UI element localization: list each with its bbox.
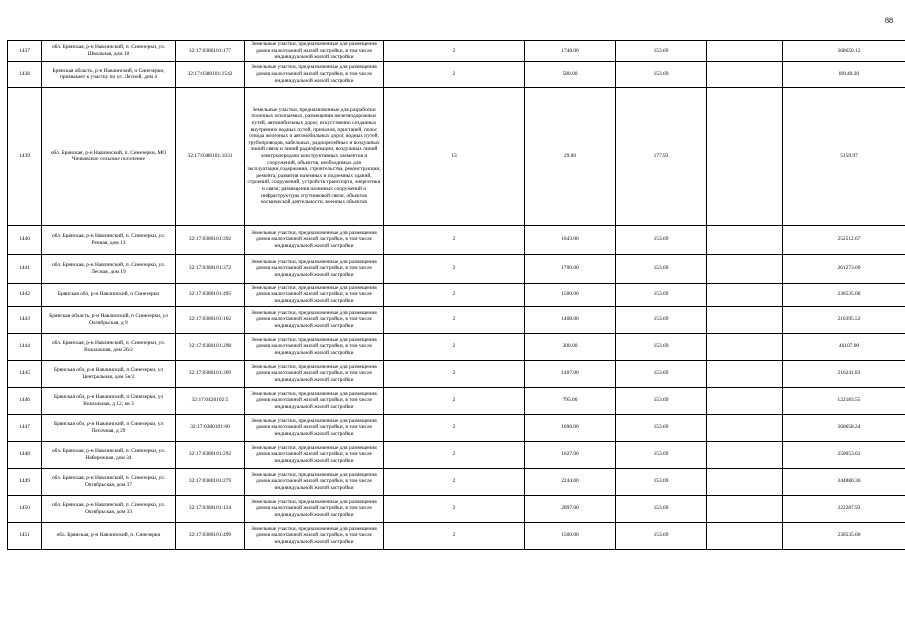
land-registry-table	[7, 40, 905, 550]
cell-number: 1441	[8, 254, 42, 283]
cell-area: 795.00	[525, 387, 616, 414]
cell-area: 2244.00	[525, 468, 616, 495]
cell-rate: 153.69	[616, 414, 707, 441]
cell-empty	[707, 495, 783, 522]
cell-cadastral-value: 230535.00	[783, 283, 905, 306]
cell-cadastral-number: 32:17:0380101:60	[176, 414, 245, 441]
cell-empty	[707, 41, 783, 62]
cell-cadastral-value: 230535.00	[783, 522, 905, 549]
table-row	[8, 61, 905, 87]
cell-number: 1437	[8, 41, 42, 62]
cell-area: 1500.00	[525, 283, 616, 306]
cell-cadastral-number: 32:17:0380101:102	[176, 306, 245, 333]
cell-address: обл. Брянская, р-н Навлинский, п. Синезерки, ул. Речная, дом 13	[42, 225, 176, 254]
cell-address: Брянская обл, р-н Навлинский, п Синезерки	[42, 283, 176, 306]
cell-area: 1407.00	[525, 360, 616, 387]
cell-number: 1447	[8, 414, 42, 441]
cell-address: обл. Брянская, р-н Навлинский, п. Синезерки, ул. Октябрьская, дом 33	[42, 495, 176, 522]
cell-rate: 153.69	[616, 333, 707, 360]
cell-number: 1451	[8, 522, 42, 549]
cell-cadastral-number: 32:17:0380101:499	[176, 522, 245, 549]
cell-address: Брянская обл, р-н Навлинский, п Синезерки, ул Центральная, дом 5н/2	[42, 360, 176, 387]
cell-address: Брянская область, р-н Навлинский, п Синезерки, примыкает к участку по ул. Лесной, дом 4	[42, 61, 176, 87]
cell-area: 1500.00	[525, 522, 616, 549]
cell-address: обл. Брянская, р-н Навлинский, п. Синезерки, ул. Вокзальная, дом 26/2	[42, 333, 176, 360]
cell-cadastral-number: 32:17:0380101:372	[176, 254, 245, 283]
cell-number: 1446	[8, 387, 42, 414]
cell-cadastral-number: 32:17:0380101:495	[176, 283, 245, 306]
table-row	[8, 468, 905, 495]
cell-cadastral-number: 32:17:0380101:298	[176, 333, 245, 360]
cell-rate: 153.69	[616, 468, 707, 495]
cell-empty	[707, 441, 783, 468]
cell-number: 1450	[8, 495, 42, 522]
cell-number: 1448	[8, 441, 42, 468]
cell-empty	[707, 306, 783, 333]
cell-area: 300.00	[525, 333, 616, 360]
cell-empty	[707, 333, 783, 360]
cell-cadastral-value: 268650.12	[783, 41, 905, 62]
cell-number: 1438	[8, 61, 42, 87]
cell-rate: 153.69	[616, 225, 707, 254]
cell-cadastral-number: 32:17:0380101:1031	[176, 87, 245, 225]
cell-area: 1627.00	[525, 441, 616, 468]
cell-cadastral-number: 32:17:0420102:5	[176, 387, 245, 414]
cell-category: 2	[384, 495, 525, 522]
cell-address: обл. Брянская, р-н Навлинский, п. Синезерки, ул. Школьная, дом 18	[42, 41, 176, 62]
cell-number: 1445	[8, 360, 42, 387]
cell-category: 13	[384, 87, 525, 225]
cell-cadastral-value: 344880.36	[783, 468, 905, 495]
cell-category: 2	[384, 414, 525, 441]
table-row	[8, 283, 905, 306]
cell-cadastral-value: 5159.97	[783, 87, 905, 225]
page-number: 88	[885, 16, 893, 25]
cell-address: обл. Брянская, р-н Навлинский, п. Синезерки	[42, 522, 176, 549]
cell-rate: 153.69	[616, 306, 707, 333]
cell-address: обл. Брянская, р-н Навлинский, п. Синезерки, ул. Набережная, дом 34	[42, 441, 176, 468]
cell-address: Брянская область, р-н Навлинский, п Синезерки, ул Октябрьская, д 9	[42, 306, 176, 333]
table-row	[8, 333, 905, 360]
table-row	[8, 225, 905, 254]
cell-empty	[707, 283, 783, 306]
cell-address: Брянская обл, р-н Навлинский, п Синезерки, ул Вокзальная, д 12, кв 3	[42, 387, 176, 414]
cell-permitted-use: Земельные участки, предназначенные для размещения домов малоэтажной жилой застройки, в том числе индивидуальной жилой застройки	[245, 495, 384, 522]
cell-empty	[707, 522, 783, 549]
cell-permitted-use: Земельные участки, предназначенные для разработки полезных ископаемых, размещения железнодорожных путей, автомобильных дорог, искусственно созданных внутренних водных путей, причалов, пристаней, полос отвода железных и автомобильных дорог, водных путей, трубопроводов, кабельных, радиорелейных и воздушных линий связи и линий радиофикации, воздушных линий электропередачи конструктивных элементов и сооружений, объектов, необходимых для эксплуатации,содержания, строительства, реконструкции, ремонта, развития наземных и подземных зданий, строений, сооружений, устройств транспорта, энергетики и связи; размещения наземных сооружений и инфраструктуры спутниковой связи, объектов космической деятельности, военных объектов	[245, 87, 384, 225]
table-row	[8, 522, 905, 549]
cell-category: 2	[384, 387, 525, 414]
cell-number: 1439	[8, 87, 42, 225]
table-row	[8, 306, 905, 333]
cell-rate: 153.69	[616, 441, 707, 468]
cell-rate: 153.69	[616, 522, 707, 549]
cell-rate: 153.69	[616, 387, 707, 414]
cell-address: обл. Брянская, р-н Навлинский, п. Синезерки, ул. Лесная, дом 19	[42, 254, 176, 283]
cell-empty	[707, 87, 783, 225]
table-row	[8, 495, 905, 522]
cell-number: 1440	[8, 225, 42, 254]
cell-cadastral-value: 250053.63	[783, 441, 905, 468]
table-row	[8, 360, 905, 387]
table-row	[8, 441, 905, 468]
cell-area: 1408.00	[525, 306, 616, 333]
cell-area: 1700.00	[525, 254, 616, 283]
cell-area: 1696.00	[525, 414, 616, 441]
cell-permitted-use: Земельные участки, предназначенные для размещения домов малоэтажной жилой застройки, в том числе индивидуальной жилой застройки	[245, 283, 384, 306]
cell-address: Брянская обл, р-н Навлинский, п Синезерки, ул Песочная, д 29	[42, 414, 176, 441]
cell-cadastral-value: 122183.55	[783, 387, 905, 414]
cell-cadastral-number: 32:17:0380101:134	[176, 495, 245, 522]
cell-number: 1442	[8, 283, 42, 306]
cell-permitted-use: Земельные участки, предназначенные для размещения домов малоэтажной жилой застройки, в том числе индивидуальной жилой застройки	[245, 306, 384, 333]
table-body	[8, 41, 905, 550]
cell-empty	[707, 360, 783, 387]
cell-rate: 153.69	[616, 360, 707, 387]
cell-permitted-use: Земельные участки, предназначенные для размещения домов малоэтажной жилой застройки, в том числе индивидуальной жилой застройки	[245, 468, 384, 495]
cell-empty	[707, 414, 783, 441]
cell-permitted-use: Земельные участки, предназначенные для размещения домов малоэтажной жилой застройки, в том числе индивидуальной жилой застройки	[245, 333, 384, 360]
cell-empty	[707, 387, 783, 414]
cell-cadastral-value: 261273.00	[783, 254, 905, 283]
cell-empty	[707, 225, 783, 254]
cell-area: 29.00	[525, 87, 616, 225]
cell-category: 2	[384, 41, 525, 62]
cell-category: 2	[384, 522, 525, 549]
cell-number: 1444	[8, 333, 42, 360]
cell-rate: 153.69	[616, 41, 707, 62]
cell-permitted-use: Земельные участки, предназначенные для размещения домов малоэтажной жилой застройки, в том числе индивидуальной жилой застройки	[245, 360, 384, 387]
cell-rate: 153.69	[616, 254, 707, 283]
table-row	[8, 87, 905, 225]
cell-empty	[707, 468, 783, 495]
cell-category: 2	[384, 360, 525, 387]
cell-empty	[707, 254, 783, 283]
cell-cadastral-number: 32:17:0380101:292	[176, 441, 245, 468]
cell-number: 1449	[8, 468, 42, 495]
cell-rate: 153.69	[616, 283, 707, 306]
cell-cadastral-value: 322287.93	[783, 495, 905, 522]
cell-category: 2	[384, 306, 525, 333]
cell-empty	[707, 61, 783, 87]
cell-cadastral-number: 32:17:0380101:392	[176, 225, 245, 254]
cell-cadastral-value: 252512.67	[783, 225, 905, 254]
cell-category: 2	[384, 61, 525, 87]
cell-permitted-use: Земельные участки, предназначенные для размещения домов малоэтажной жилой застройки, в том числе индивидуальной жилой застройки	[245, 254, 384, 283]
cell-area: 2097.00	[525, 495, 616, 522]
cell-cadastral-number: 32:17:0380101:309	[176, 360, 245, 387]
cell-category: 2	[384, 283, 525, 306]
cell-category: 2	[384, 333, 525, 360]
cell-cadastral-number: 32:17:0380101:1542	[176, 61, 245, 87]
table-row	[8, 387, 905, 414]
table-row	[8, 414, 905, 441]
cell-permitted-use: Земельные участки, предназначенные для размещения домов малоэтажной жилой застройки, в том числе индивидуальной жилой застройки	[245, 41, 384, 62]
cell-area: 1643.00	[525, 225, 616, 254]
cell-cadastral-value: 216395.52	[783, 306, 905, 333]
cell-permitted-use: Земельные участки, предназначенные для размещения домов малоэтажной жилой застройки, в том числе индивидуальной жилой застройки	[245, 61, 384, 87]
cell-address: обл. Брянская, р-н Навлинский, п. Синезерки, МО Чичковское сельское поселение	[42, 87, 176, 225]
cell-cadastral-value: 46107.00	[783, 333, 905, 360]
cell-cadastral-number: 32:17:0380101:279	[176, 468, 245, 495]
cell-permitted-use: Земельные участки, предназначенные для размещения домов малоэтажной жилой застройки, в том числе индивидуальной жилой застройки	[245, 387, 384, 414]
cell-category: 2	[384, 254, 525, 283]
cell-rate: 153.69	[616, 61, 707, 87]
cell-category: 2	[384, 441, 525, 468]
cell-cadastral-number: 32:17:0380101:177	[176, 41, 245, 62]
cell-cadastral-value: 89140.20	[783, 61, 905, 87]
cell-category: 2	[384, 225, 525, 254]
table-row	[8, 41, 905, 62]
table-row	[8, 254, 905, 283]
cell-permitted-use: Земельные участки, предназначенные для размещения домов малоэтажной жилой застройки, в том числе индивидуальной жилой застройки	[245, 522, 384, 549]
cell-permitted-use: Земельные участки, предназначенные для размещения домов малоэтажной жилой застройки, в том числе индивидуальной жилой застройки	[245, 414, 384, 441]
cell-permitted-use: Земельные участки, предназначенные для размещения домов малоэтажной жилой застройки, в том числе индивидуальной жилой застройки	[245, 225, 384, 254]
cell-permitted-use: Земельные участки, предназначенные для размещения домов малоэтажной жилой застройки, в том числе индивидуальной жилой застройки	[245, 441, 384, 468]
cell-area: 580.00	[525, 61, 616, 87]
cell-cadastral-value: 260658.24	[783, 414, 905, 441]
cell-number: 1443	[8, 306, 42, 333]
cell-area: 1748.00	[525, 41, 616, 62]
cell-cadastral-value: 216241.83	[783, 360, 905, 387]
cell-category: 2	[384, 468, 525, 495]
cell-rate: 153.69	[616, 495, 707, 522]
cell-rate: 177.93	[616, 87, 707, 225]
cell-address: обл. Брянская, р-н Навлинский, п. Синезерки, ул. Октябрьская, дом 37	[42, 468, 176, 495]
